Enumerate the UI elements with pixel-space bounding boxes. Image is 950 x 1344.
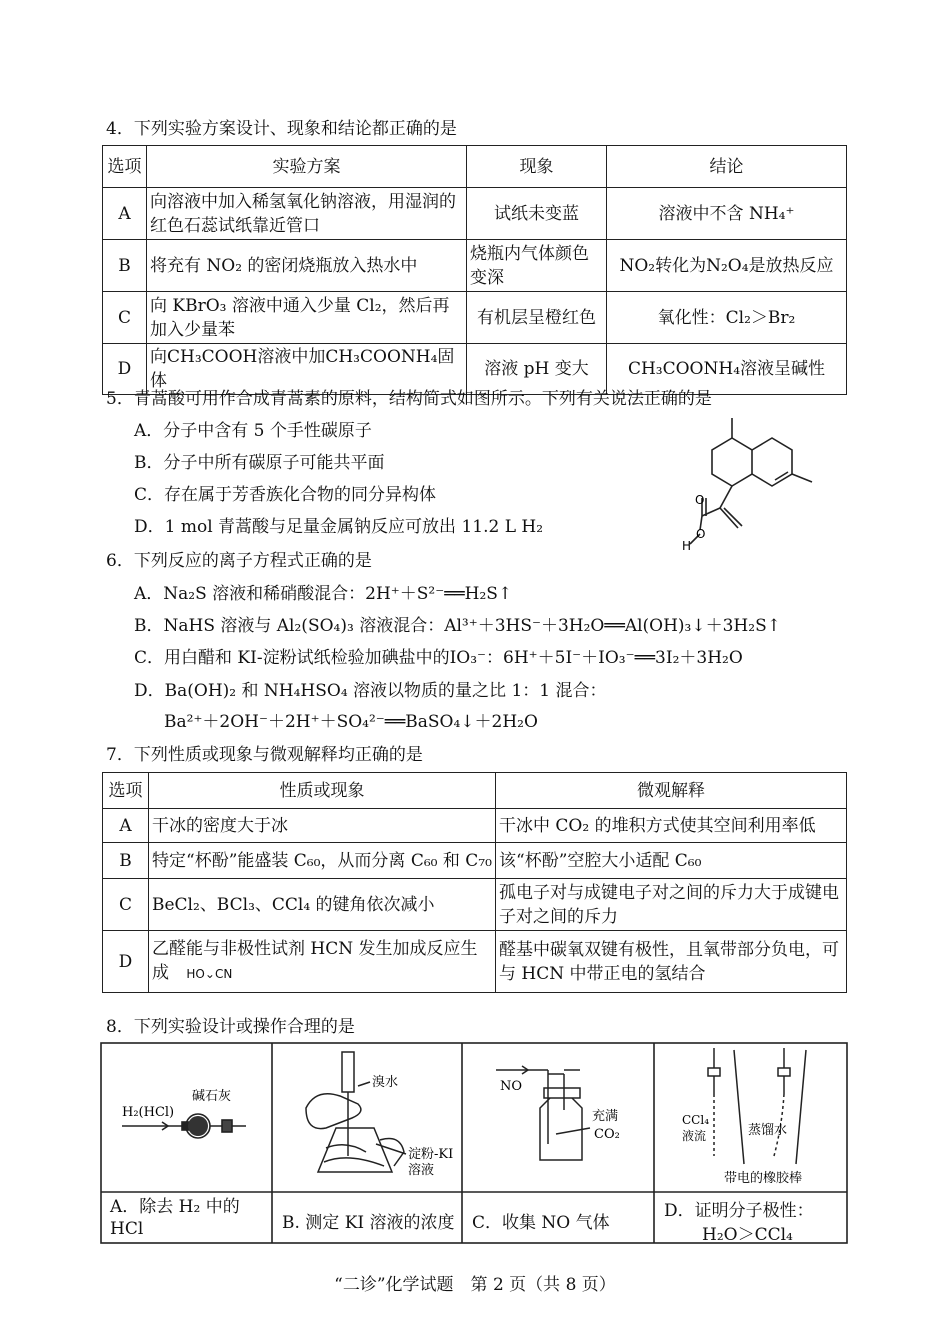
q8-d-label-rod: 带电的橡胶棒 — [724, 1171, 803, 1186]
q4-row-b-phenomenon: 烧瓶内气体颜色变深 — [467, 240, 607, 292]
q8-c-caption: C．收集 NO 气体 — [472, 1213, 610, 1233]
q4-row-a-option: A — [103, 188, 147, 240]
q6-stem: 6．下列反应的离子方程式正确的是 — [106, 551, 372, 571]
q4-row-a-phenomenon: 试纸未变蓝 — [467, 188, 607, 240]
q7-row-d-product: HO⌄CN — [186, 967, 233, 981]
q5-stem: 5．青蒿酸可用作合成青蒿素的原料，结构简式如图所示。下列有关说法正确的是 — [106, 389, 712, 409]
q7-row-a-explanation: 干冰中 CO₂ 的堆积方式使其空间利用率低 — [496, 809, 847, 843]
table-row — [103, 240, 847, 292]
q6-option-a: A．Na₂S 溶液和稀硝酸混合：2H⁺＋S²⁻══H₂S↑ — [134, 584, 513, 604]
q4-header-option: 选项 — [103, 146, 147, 188]
q4-row-b-plan: 将充有 NO₂ 的密闭烧瓶放入热水中 — [147, 240, 467, 292]
table-row — [103, 809, 847, 843]
q4-row-d-phenomenon: 溶液 pH 变大 — [467, 344, 607, 395]
q4-row-c-phenomenon: 有机层呈橙红色 — [467, 292, 607, 344]
q4-row-c-plan: 向 KBrO₃ 溶液中通入少量 Cl₂，然后再加入少量苯 — [147, 292, 467, 344]
q7-row-b-explanation: 该“杯酚”空腔大小适配 C₆₀ — [496, 843, 847, 879]
q8-c-gas-label: NO — [500, 1079, 523, 1094]
q7-header-row — [103, 773, 847, 809]
q8-b-label-solution: 溶液 — [408, 1163, 435, 1178]
q7-product-ho: HO — [186, 967, 205, 981]
structure-o2-label: O — [696, 527, 706, 541]
q7-header-property: 性质或现象 — [149, 773, 496, 809]
q5-option-a: A．分子中含有 5 个手性碳原子 — [134, 421, 372, 441]
q8-a-caption: A．除去 H₂ 中的 HCl — [110, 1197, 240, 1239]
q7-stem: 7．下列性质或现象与微观解释均正确的是 — [106, 745, 423, 765]
page-footer: “二诊”化学试题 第 2 页（共 8 页） — [334, 1275, 616, 1295]
table-row — [103, 931, 847, 993]
q4-stem: 4．下列实验方案设计、现象和结论都正确的是 — [106, 119, 457, 139]
q8-stem: 8．下列实验设计或操作合理的是 — [106, 1017, 355, 1037]
q4-row-a-plan: 向溶液中加入稀氢氧化钠溶液，用湿润的红色石蕊试纸靠近管口 — [147, 188, 467, 240]
q6-option-c: C．用白醋和 KI-淀粉试纸检验加碘盐中的IO₃⁻：6H⁺＋5I⁻＋IO₃⁻══3I₂＋3H₂O — [134, 648, 743, 668]
q6-option-d-equation: Ba²⁺＋2OH⁻＋2H⁺＋SO₄²⁻══BaSO₄↓＋2H₂O — [164, 712, 538, 732]
q4-row-d-conclusion: CH₃COONH₄溶液呈碱性 — [607, 344, 847, 395]
q8-b-label-starch: 淀粉-KI — [408, 1147, 454, 1162]
q8-c-label-filled: 充满 — [592, 1109, 619, 1124]
q7-row-c-explanation: 孤电子对与成键电子对之间的斥力大于成键电子对之间的斥力 — [496, 879, 847, 931]
q8-b-label-bromine: 溴水 — [372, 1075, 399, 1090]
q8-c-apparatus — [490, 1064, 640, 1164]
q7-product-cn: CN — [214, 967, 233, 981]
q4-header-conclusion: 结论 — [607, 146, 847, 188]
q4-row-b-conclusion: NO₂转化为N₂O₄是放热反应 — [607, 240, 847, 292]
q4-header-phenomenon: 现象 — [467, 146, 607, 188]
q5-option-c: C．存在属于芳香族化合物的同分异构体 — [134, 485, 437, 505]
q7-header-option: 选项 — [103, 773, 149, 809]
q7-row-c-property: BeCl₂、BCl₃、CCl₄ 的键角依次减小 — [149, 879, 496, 931]
q8-a-reagent-label: 碱石灰 — [192, 1089, 232, 1104]
q7-row-b-option: B — [103, 843, 149, 879]
q4-row-a-conclusion: 溶液中不含 NH₄⁺ — [607, 188, 847, 240]
q8-c-label-co2: CO₂ — [594, 1127, 620, 1142]
q8-d-label-flow: 液流 — [682, 1129, 707, 1143]
artemisinic-acid-structure — [680, 410, 840, 560]
q8-d-label-water: 蒸馏水 — [748, 1123, 788, 1138]
q4-table — [102, 145, 847, 395]
q5-option-d: D．1 mol 青蒿酸与足量金属钠反应可放出 11.2 L H₂ — [134, 517, 544, 537]
structure-o-label: O — [695, 493, 705, 507]
q8-b-caption: B. 测定 KI 溶液的浓度 — [282, 1213, 455, 1233]
q4-row-c-conclusion: 氧化性：Cl₂＞Br₂ — [607, 292, 847, 344]
q8-d-caption-2: H₂O＞CCl₄ — [702, 1225, 793, 1245]
q7-row-b-property: 特定“杯酚”能盛装 C₆₀，从而分离 C₆₀ 和 C₇₀ — [149, 843, 496, 879]
q4-row-b-option: B — [103, 240, 147, 292]
q4-header-row — [103, 146, 847, 188]
q7-row-a-property: 干冰的密度大于冰 — [149, 809, 496, 843]
q7-row-d-property-cell — [149, 931, 496, 993]
q4-header-plan: 实验方案 — [147, 146, 467, 188]
q8-d-caption-1: D．证明分子极性： — [664, 1201, 814, 1221]
q6-option-d: D．Ba(OH)₂ 和 NH₄HSO₄ 溶液以物质的量之比 1：1 混合： — [134, 681, 607, 701]
structure-h-label: H — [682, 539, 692, 553]
q7-row-d-property: 乙醛能与非极性试剂 HCN 发生加成反应生成 — [152, 939, 478, 983]
q4-row-c-option: C — [103, 292, 147, 344]
q7-row-c-option: C — [103, 879, 149, 931]
q6-option-b: B．NaHS 溶液与 Al₂(SO₄)₃ 溶液混合：Al³⁺＋3HS⁻＋3H₂O══Al(OH)₃↓＋3H₂S↑ — [134, 616, 781, 636]
q8-a-gas-label: H₂(HCl) — [122, 1105, 175, 1120]
q8-b-apparatus — [296, 1048, 456, 1188]
q8-d-label-ccl4: CCl₄ — [682, 1113, 710, 1127]
table-row — [103, 292, 847, 344]
q7-row-a-option: A — [103, 809, 149, 843]
q8-a-apparatus — [118, 1080, 268, 1140]
table-row — [103, 843, 847, 879]
table-row — [103, 188, 847, 240]
q7-table — [102, 772, 847, 993]
q5-option-b: B．分子中所有碳原子可能共平面 — [134, 453, 385, 473]
table-row — [103, 879, 847, 931]
q4-row-d-plan: 向CH₃COOH溶液中加CH₃COONH₄固体 — [147, 344, 467, 395]
q7-row-d-explanation: 醛基中碳氧双键有极性，且氧带部分负电，可与 HCN 中带正电的氢结合 — [496, 931, 847, 993]
q7-row-d-option: D — [103, 931, 149, 993]
q4-row-d-option: D — [103, 344, 147, 395]
q8-d-apparatus — [674, 1046, 834, 1188]
q7-header-explanation: 微观解释 — [496, 773, 847, 809]
